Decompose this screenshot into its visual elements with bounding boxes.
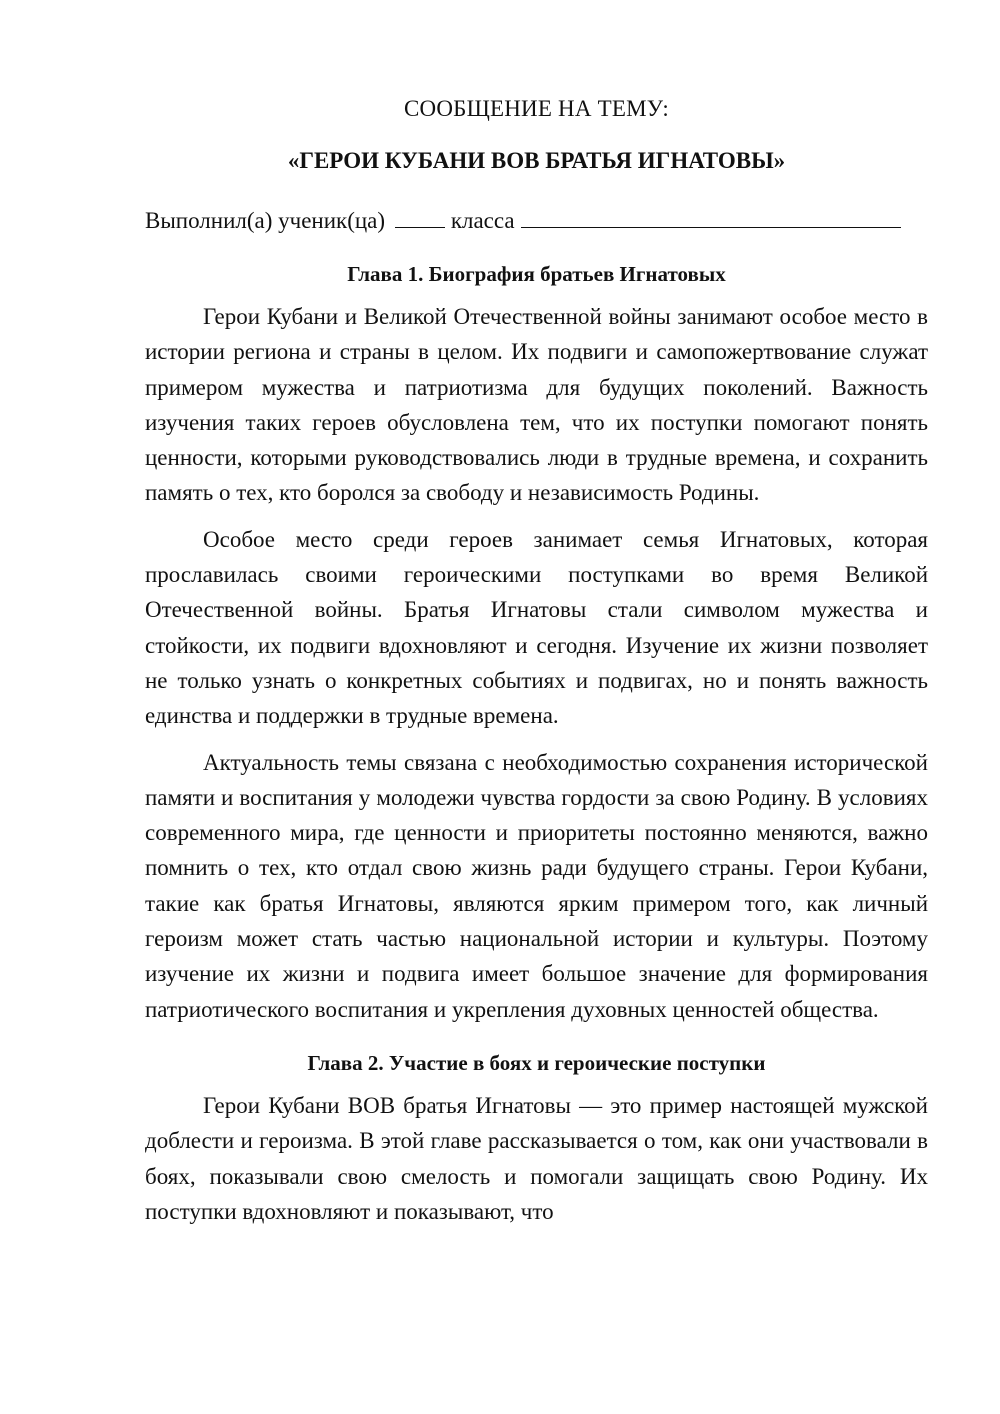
class-blank-field (395, 201, 445, 228)
chapter-heading: Глава 1. Биография братьев Игнатовых (347, 262, 726, 286)
performer-line (145, 201, 928, 238)
paragraph: Особое место среди героев занимает семья Игнатовых, которая прославилась своими героическими поступками во время Великой Отечественной войны. Братья Игнатовы стали символом мужества и стойкости, их подвиги вдохновляют и сегодня. Изучение их жизни позволяет не только узнать о конкретных событиях и подвигах, но и понять важность единства и поддержки в трудные времена. (145, 526, 928, 729)
chapter-heading: Глава 2. Участие в боях и героические поступки (307, 1050, 766, 1075)
paragraph: Герои Кубани ВОВ братья Игнатовы — это пример настоящей мужской доблести и героизма. В этой главе рассказывается о том, как они участвовали в боях, показывали свою смелость и помогали защищать свою Родину. Их поступки вдохновляют и показывают, что (145, 1092, 928, 1224)
name-blank-field (521, 201, 901, 228)
paragraph: Актуальность темы связана с необходимостью сохранения исторической памяти и воспитания у молодежи чувства гордости за свою Родину. В условиях современного мира, где ценности и приоритеты постоянно меняются, важно помнить о тех, кто отдал свою жизнь ради будущего страны. Герои Кубани, такие как братья Игнатовы, являются ярким примером того, как личный героизм может стать частью национальной истории и культуры. Поэтому изучение их жизни и подвига имеет большое значение для формирования патриотического воспитания и укрепления духовных ценностей общества. (145, 749, 928, 1022)
performer-class-word: класса (450, 208, 515, 233)
document-subtitle: «ГЕРОИ КУБАНИ ВОВ БРАТЬЯ ИГНАТОВЫ» (287, 148, 786, 173)
document-title: СООБЩЕНИЕ НА ТЕМУ: (404, 96, 669, 121)
document-content (145, 92, 928, 1229)
chapter-2 (145, 1047, 928, 1229)
chapter-1 (145, 258, 928, 1027)
paragraph: Герои Кубани и Великой Отечественной войны занимают особое место в истории региона и страны в целом. Их подвиги и самопожертвование служат примером мужества и патриотизма для будущих поколений. Важность изучения таких героев обусловлена тем, что их поступки помогают понять ценности, которыми руководствовались люди в трудные времена, и сохранить память о тех, кто боролся за свободу и независимость Родины. (145, 304, 928, 506)
performer-prefix: Выполнил(а) ученик(ца) (145, 208, 386, 233)
